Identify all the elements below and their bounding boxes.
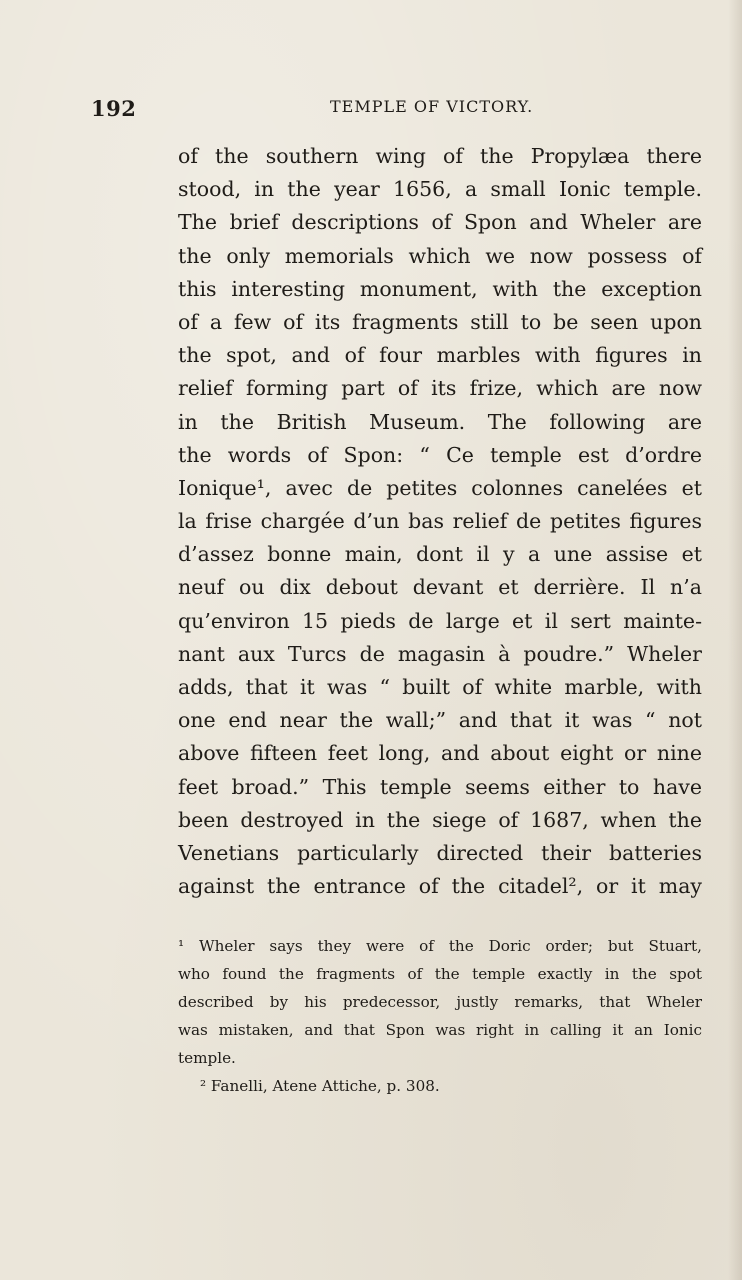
body-line: the only memorials which we now possess of [178,243,702,268]
footnotes [178,932,702,1100]
footnote-2: ² Fanelli, Atene Attiche, p. 308. [200,1077,440,1095]
body-line: qu’environ 15 pieds de large et il sert mainte- [178,608,702,633]
body-line: Venetians particularly directed their batteries [178,840,702,865]
page-edge-shadow [728,0,742,1280]
body-line: feet broad.” This temple seems either to have [178,774,702,799]
body-line: this interesting monument, with the exception [178,276,702,301]
body-line: d’assez bonne main, dont il y a une assise et [178,542,702,567]
body-line: The brief descriptions of Spon and Wheler are [178,210,702,235]
footnote-1-line: temple. [178,1049,236,1067]
body-line: neuf ou dix debout devant et derrière. Il n’a [178,575,702,600]
body-line: la frise chargée d’un bas relief de petites figures [178,509,702,534]
body-line: of a few of its fragments still to be seen upon [178,309,702,334]
body-text [178,140,702,903]
body-line: nant aux Turcs de magasin à poudre.” Wheler [178,641,702,666]
body-line: relief forming part of its frize, which are now [178,376,702,401]
body-line: the spot, and of four marbles with figures in [178,343,702,368]
body-line: Ionique¹, avec de petites colonnes canelées et [178,475,702,500]
footnote-1-line: who found the fragments of the temple exactly in the spot [178,965,702,983]
body-line: of the southern wing of the Propylæa there [178,144,702,168]
body-line: been destroyed in the siege of 1687, when the [178,807,702,832]
body-line: against the entrance of the citadel², or it may [178,874,702,899]
body-line: stood, in the year 1656, a small Ionic temple. [178,177,702,202]
body-line: adds, that it was “ built of white marble, with [178,675,702,699]
body-line: above fifteen feet long, and about eight or nine [178,741,702,766]
body-line: in the British Museum. The following are [178,409,702,434]
page-number: 192 [91,96,137,121]
body-line: the words of Spon: “ Ce temple est d’ordre [178,442,702,467]
footnote-1-line: ¹ Wheler says they were of the Doric order; but Stuart, [178,937,702,955]
footnote-1-line: described by his predecessor, justly remarks, that Wheler [178,993,702,1011]
footnote-1-line: was mistaken, and that Spon was right in calling it an Ionic [178,1021,702,1039]
body-line: one end near the wall;” and that it was “ not [178,708,702,733]
running-head: TEMPLE OF VICTORY. [330,97,534,116]
